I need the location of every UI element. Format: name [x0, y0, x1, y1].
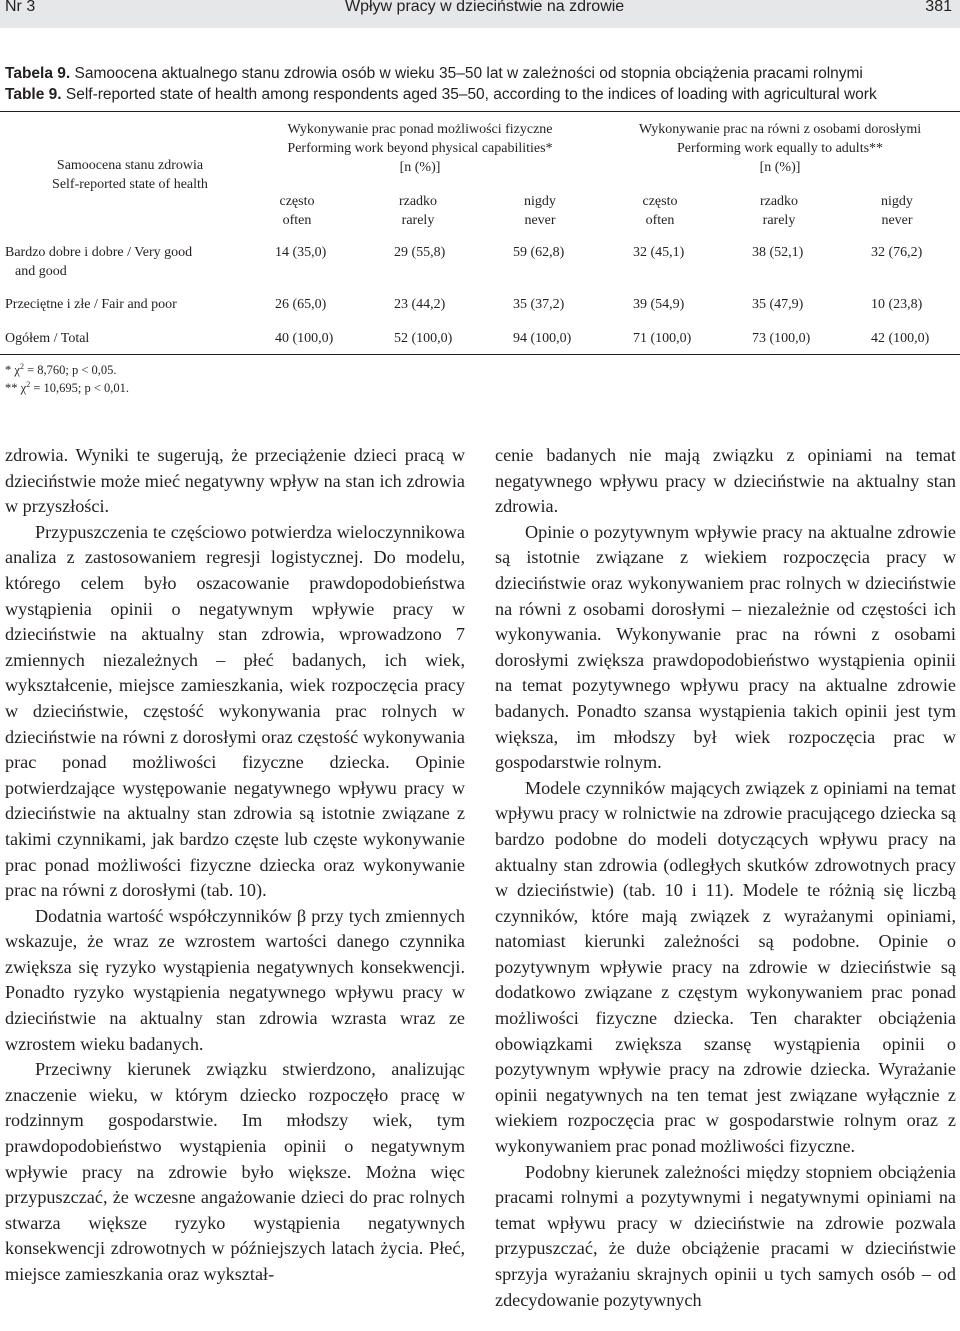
paragraph: Przeciwny kierunek związku stwierdzono, analizując znaczenie wieku, w którym dziecko rozpoczęło pracę w rodzinnym gospodarstwie. Im młodszy wiek, tym prawdopodobieństwo wystąpienia opinii o negatywnym wpływie pracy na zdrowie było większe. Można więc przypuszczać, że wczesne angażowanie dzieci do prac rolnych stwarza większe ryzyko wystąpienia negatywnych konsekwencji zdrowotnych w późniejszych latach życia. Płeć, miejsce zamieszkania oraz wykształ-: [5, 1059, 465, 1284]
paragraph: Modele czynników mających związek z opiniami na temat wpływu pracy w rolnictwie na zdrowie pracującego dziecka są bardzo podobne do modeli dotyczących wpływu pracy na aktualny stan zdrowia (odległych skutków zdrowotnych pracy w dzieciństwie) (tab. 10 i 11). Modele te różnią się liczbą czynników, które mają związek z wyrażanymi opiniami, natomiast kierunki zależności są podobne. Opinie o pozytywnym wpływie pracy na zdrowie w dzieciństwie są dodatkowo związane z częstym wykonywaniem prac ponad możliwości fizyczne dziecka. Ten charakter obciążenia obowiązkami zwiększa szansę wystąpienia opinii o pozytywnym wpływie pracy na zdrowie dziecka. Wyrażanie opinii negatywnych na ten temat jest związane wyłącznie z wiekiem rozpoczęcia prac w gospodarstwie rolnym oraz z wykonywaniem prac ponad możliwości fizyczne.: [495, 777, 956, 1157]
paragraph: Dodatnia wartość współczynników β przy tych zmiennych wskazuje, że wraz ze wzrostem wartości danego czynnika zwiększa się ryzyko wystąpienia negatywnych konsekwencji. Ponadto ryzyko wystąpienia negatywnego wpływu pracy w dzieciństwie na aktualny stan zdrowia wzrasta wraz ze wzrostem wieku badanych.: [5, 905, 465, 1054]
table-cell: 14 (35,0): [275, 245, 327, 260]
table-top-rule: [0, 111, 960, 112]
subcol-en: rarely: [401, 213, 435, 228]
table-cell: 38 (52,1): [752, 245, 804, 260]
footnote: [5, 380, 129, 396]
group2-line-en: Performing work equally to adults**: [676, 141, 884, 156]
journal-issue: Nr 3: [5, 0, 36, 15]
group1-line-en: Performing work beyond physical capabilities*: [287, 141, 553, 156]
caption-label-pl: Tabela 9.: [5, 65, 71, 82]
table-cell: 59 (62,8): [513, 245, 565, 260]
table-cell: 73 (100,0): [752, 331, 811, 346]
table-cell: 26 (65,0): [275, 297, 327, 312]
row-label-line: Bardzo dobre i dobre / Very good: [5, 245, 193, 260]
footnote: [5, 362, 117, 378]
table-cell: 32 (45,1): [633, 245, 685, 260]
footnote-text: ** χ: [5, 381, 27, 396]
table-cell: 32 (76,2): [871, 245, 923, 260]
subcol-pl: nigdy: [524, 194, 556, 209]
paragraph: Przypuszczenia te częściowo potwierdza wieloczynnikowa analiza z zastosowaniem regresji logistycznej. Do modelu, którego celem było oszacowanie prawdopodobieństwa wystąpienia opinii o negatywnym wpływie pracy w dzieciństwie na aktualny stan zdrowia, wprowadzono 7 zmiennych niezależnych – płeć badanych, ich wiek, wykształcenie, miejsce zamieszkania, wiek rozpoczęcia pracy w dzieciństwie, częstość wykonywania prac rolnych w dzieciństwie na równi z dorosłymi oraz częstość wykonywania prac ponad możliwości fizyczne dziecka. Opinie potwierdzające występowanie negatywnego wpływu pracy w dzieciństwie na aktualny stan zdrowia są istotnie związane z takimi czynnikami, jak bardzo częste lub częste wykonywanie prac ponad możliwości fizyczne dziecka oraz wykonywanie prac na równi z dorosłymi (tab. 10).: [5, 521, 465, 901]
page-number: 381: [925, 0, 952, 15]
group-header-equally-adults: [610, 120, 950, 177]
row-label-total: [5, 329, 89, 348]
subcol-header: [739, 192, 819, 230]
table-cell: 52 (100,0): [394, 331, 453, 346]
paragraph: Opinie o pozytywnym wpływie pracy na aktualne zdrowie są istotnie związane z wiekiem rozpoczęcia pracy w dzieciństwie oraz wykonywaniem prac rolnych w dzieciństwie na równi z osobami dorosłymi – niezależnie od częstości ich wykonywania. Wykonywanie prac na równi z osobami dorosłymi zwiększa prawdopodobieństwo wystąpienia opinii na temat pozytywnego wpływu pracy na aktualne zdrowie badanych. Ponadto szansa wystąpienia takich opinii jest tym większa, im młodszy był wiek rozpoczęcia prac w gospodarstwie rolnym.: [495, 521, 956, 773]
group1-line-pl: Wykonywanie prac ponad możliwości fizyczne: [287, 122, 553, 137]
running-title: Wpływ pracy w dzieciństwie na zdrowie: [345, 0, 625, 15]
group1-line-unit: [n (%)]: [399, 160, 441, 175]
table-cell: 40 (100,0): [275, 331, 334, 346]
caption-english: [5, 84, 877, 105]
caption-text-en: Self-reported state of health among respondents aged 35–50, according to the indices of loading with agricultural work: [61, 86, 877, 103]
footnote-sup: 2: [26, 380, 31, 389]
paragraph: zdrowia. Wyniki te sugerują, że przeciążenie dzieci pracą w dzieciństwie może mieć negatywny wpływ na stan ich zdrowia w przyszłości.: [5, 445, 465, 517]
subcol-en: never: [524, 213, 556, 228]
subcol-header: [500, 192, 580, 230]
table-cell: 94 (100,0): [513, 331, 572, 346]
stub-header-en: Self-reported state of health: [52, 177, 208, 192]
subcol-en: never: [881, 213, 913, 228]
group2-line-unit: [n (%)]: [759, 160, 801, 175]
subcol-en: often: [645, 213, 675, 228]
row-label-line: and good: [15, 264, 67, 279]
table-cell: 35 (37,2): [513, 297, 565, 312]
subcol-pl: często: [279, 194, 315, 209]
group2-line-pl: Wykonywanie prac na równi z osobami dorosłymi: [638, 122, 922, 137]
row-label-line: Przeciętne i złe / Fair and poor: [5, 297, 177, 312]
table-caption: [5, 63, 877, 105]
text-column-left: [5, 443, 465, 1288]
footnote-text: = 10,695; p < 0,01.: [30, 381, 130, 396]
subcol-pl: rzadko: [398, 194, 438, 209]
row-label-line: Ogółem / Total: [5, 331, 90, 346]
stub-header: [20, 156, 240, 194]
subcol-header: [378, 192, 458, 230]
table-bottom-rule: [0, 354, 960, 355]
subcol-header: [257, 192, 337, 230]
caption-text-pl: Samoocena aktualnego stanu zdrowia osób w wieku 35–50 lat w zależności od stopnia obciążenia pracami rolnymi: [70, 65, 863, 82]
table-cell: 10 (23,8): [871, 297, 923, 312]
group-header-beyond-capabilities: [250, 120, 590, 177]
text-column-right: [495, 443, 956, 1313]
table-cell: 71 (100,0): [633, 331, 692, 346]
footnote-text: * χ: [5, 363, 20, 378]
table-cell: 29 (55,8): [394, 245, 446, 260]
row-label-fair-poor: [5, 295, 177, 314]
running-header: [0, 0, 960, 28]
subcol-pl: rzadko: [759, 194, 799, 209]
stub-header-pl: Samoocena stanu zdrowia: [56, 158, 204, 173]
row-label-very-good: [5, 243, 192, 281]
table-cell: 42 (100,0): [871, 331, 930, 346]
subcol-header: [620, 192, 700, 230]
footnote-sup: 2: [19, 362, 24, 371]
subcol-en: often: [282, 213, 312, 228]
table-cell: 35 (47,9): [752, 297, 804, 312]
subcol-en: rarely: [762, 213, 796, 228]
caption-label-en: Table 9.: [5, 86, 62, 103]
paragraph: cenie badanych nie mają związku z opiniami na temat negatywnego wpływu pracy w dzieciństwie na aktualny stan zdrowia.: [495, 445, 956, 517]
paragraph: Podobny kierunek zależności między stopniem obciążenia pracami rolnymi a pozytywnymi i negatywnymi opiniami na temat wpływu pracy w dzieciństwie na zdrowie pozwala przypuszczać, że duże obciążenie pracami w dzieciństwie sprzyja wyrażaniu skrajnych opinii u tych samych osób – od zdecydowanie pozytywnych: [495, 1161, 956, 1310]
footnote-text: = 8,760; p < 0,05.: [23, 363, 117, 378]
caption-polish: [5, 63, 877, 84]
table-cell: 39 (54,9): [633, 297, 685, 312]
subcol-pl: często: [642, 194, 678, 209]
table-cell: 23 (44,2): [394, 297, 446, 312]
subcol-pl: nigdy: [881, 194, 913, 209]
subcol-header: [857, 192, 937, 230]
